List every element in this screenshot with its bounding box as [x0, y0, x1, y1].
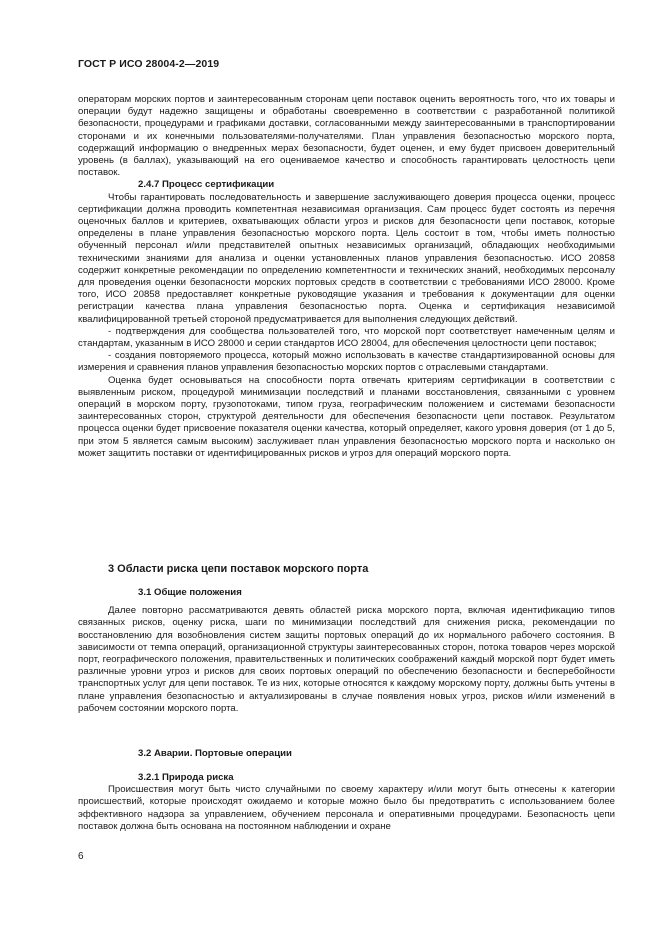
list-item: - подтверждения для сообщества пользователей того, что морской порт соответствует намеченным целям и стандартам, указанным в ИСО 28000 и серии стандартов ИСО 28004, для обеспечения целостности цепи поставок; [78, 325, 615, 350]
subsection-heading-3-2-1: 3.2.1 Природа риска [138, 772, 234, 783]
paragraph: Происшествия могут быть чисто случайными по своему характеру и/или могут быть отнесены к категории происшествий, которые происходят ожидаемо и которые можно было бы предотвратить с использованием более эффективного надзора за управлением, обучением персонала и оперативными процедурами. Безопасность цепи поставок должна быть основана на постоянном наблюдении и охране [78, 784, 615, 832]
section-3-1 [78, 587, 615, 715]
list-item: - создания повторяемого процесса, который можно использовать в качестве стандартизированной основы для измерения и сравнения планов управления безопасностью морских портов с отраслевыми стандартами. [78, 350, 615, 374]
document-header: ГОСТ Р ИСО 28004-2—2019 [78, 58, 220, 70]
paragraph: Чтобы гарантировать последовательность и завершение заслуживающего доверия процесса оценки, процесс сертификации должна проводить компетентная независимая организация. Сам процесс будет состоять из перечня оценочных баллов и критериев, охватывающих области угроз и рисков для безопасности цепи поставок, которые определены в плане управления безопасностью морского порта. Цель состоит в том, чтобы иметь полностью обученный персонал и/или представителей опытных независимых организаций, обладающих необходимыми техническими знаниями для анализа и оценки установленных планов управления безопасностью. ИСО 20858 содержит конкретные рекомендации по определению компетентности и технических знаний, необходимых персоналу для проведения оценки безопасности морских портовых средств в соответствии с требованиями ИСО 28000. Кроме того, ИСО 20858 предоставляет конкретные руководящие указания и требования к документации для оценки регистрации качества плана управления безопасностью порта. Оценка и сертификация независимой квалифицированной третьей стороной предусматривается для выполнения следующих действий. [78, 191, 615, 325]
paragraph: Далее повторно рассматриваются девять областей риска морского порта, включая идентификацию типов связанных рисков, оценку риска, шаги по минимизации последствий для снижения риска, рекомендации по восстановлению для возобновления систем защиты портовых операций до их нормального рабочего состояния. В зависимости от темпа операций, организационной структуры заинтересованных сторон, потока товаров через морской порт, географического положения, правительственных и политических соображений каждый морской порт будет иметь различные уровни угроз и рисков для своих портовых операций по обеспечению безопасности и бесперебойности транспортных услуг для цепи поставок. Те из них, которые относятся к каждому морскому порту, должны быть учтены в плане управления безопасностью и актуализированы в случае появления новых угроз, рисков и/или изменений в рабочем состоянии морского порта. [78, 605, 615, 714]
section-heading-3: 3 Области риска цепи поставок морского порта [108, 563, 369, 575]
page-number: 6 [78, 851, 84, 862]
subsection-heading-3-2: 3.2 Аварии. Портовые операции [138, 748, 292, 759]
section-3-2-1 [78, 772, 615, 833]
paragraph: Оценка будет основываться на способности порта отвечать критериям сертификации в соответствии с выявленным риском, процедурой минимизации последствий и планами восстановления, связанными с уровнем операций в морском порту, грузопотоками, типом груза, географическим положением и системами безопасности заинтересованных сторон, структурой деятельности для обеспечения безопасности цепи поставок. Результатом процесса оценки будет присвоение показателя оценки качества, который определяет, какого уровня доверия (от 1 до 5, при этом 5 является самым высоким) заслуживает план управления безопасностью морского порта и насколько он может защитить поставки от идентифицированных рисков и угроз для операций морского порта. [78, 374, 615, 459]
intro-paragraph: операторам морских портов и заинтересованным сторонам цепи поставок оценить вероятность того, что их товары и операции будут надежно защищены и обработаны своевременно в соответствии с разработанной политикой безопасности, процедурами и графиками доставки, согласованными между заинтересованными в транспортировании сторонами и их конечными пользователями-получателями. План управления безопасностью морского порта, содержащий информацию о внедренных мерах безопасности, будет оценен, и ему будет присвоен доверительный уровень (в баллах), указывающий на его оцениваемое качество и способность гарантировать целостность цепи поставок. [78, 94, 615, 179]
section-heading-2-4-7: 2.4.7 Процесс сертификации [138, 179, 275, 191]
section-3-2 [78, 748, 615, 760]
body-text [78, 94, 615, 460]
subsection-heading-3-1: 3.1 Общие положения [138, 587, 242, 598]
